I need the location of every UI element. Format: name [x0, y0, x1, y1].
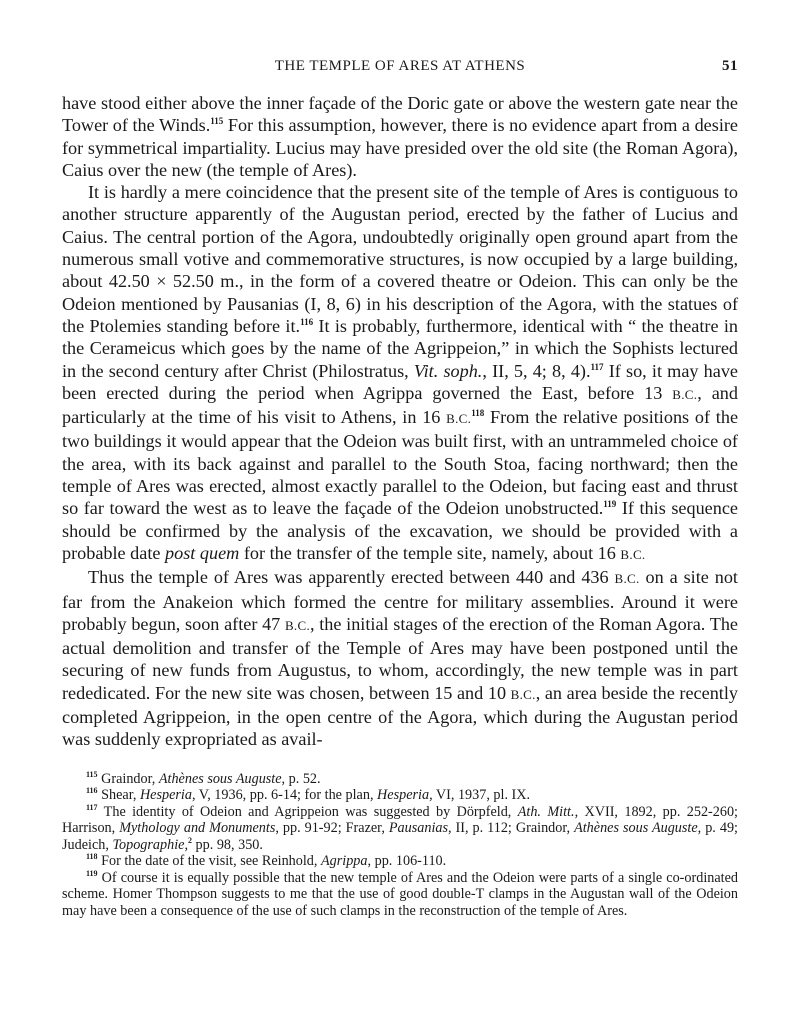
footnote-number: 117 — [86, 802, 98, 812]
page — [62, 56, 738, 919]
body-paragraph: have stood either above the inner façade of the Doric gate or above the western gate near the Tower of the Winds.$^{115}$ For this assumption, however, there is no evidence apart from a desire for symmetrical impartiality. Lucius may have presided over the old site (the Roman Agora), Caius over the new (the temple of Ares). — [62, 93, 739, 180]
footnote: $^{116}$ Shear, Hesperia, V, 1936, pp. 6-14; for the plan, Hesperia, VI, 1937, pl. IX. — [86, 786, 531, 804]
running-title: THE TEMPLE OF ARES AT ATHENS — [274, 58, 526, 74]
era-abbreviation: B.C. — [614, 571, 640, 587]
body-paragraph: It is hardly a mere coincidence that the present site of the temple of Ares is contiguous to another structure apparently of the Augustan period, erected by the father of Lucius and Caius. The central portion of the Agora, undoubtedly originally open ground apart from the numerous small votive and commemorative structures, is now occupied by a large building, about 42.50 × 52.50 m., in the form of a covered theatre or Odeion. This can only be the Odeion mentioned by Pausanias (I, 8, 6) in his description of the Agora, with the statues of the Ptolemies standing before it.$^{116}$ It is probably, furthermore, identical with “ the theatre in the Cerameicus which goes by the name of the Agrippeion,” in which the Sophists lectured in the second century after Christ (Philostratus, Vit. soph., II, 5, 4; 8, 4).$^{117}$ If so, it may have been erected during the period when Agrippa governed the East, before 13 B.C., and particularly at the time of his visit to Athens, in 16 B.C.$^{118}$ From the relative positions of the two buildings it would appear that the Odeion was built first, with an untrammeled choice of the area, with its back against and parallel to the South Stoa, facing northward; then the temple of Ares was erected, almost exactly parallel to the Odeion, but facing east and thrust so far toward the west as to leave the façade of the Odeion unobstructed.$^{119}$ If this sequence should be confirmed by the analysis of the excavation, we should be provided with a probable date post quem for the transfer of the temple site, namely, about 16 B.C. — [62, 182, 739, 563]
footnote: $^{118}$ For the date of the visit, see Reinhold, Agrippa, pp. 106-110. — [86, 852, 447, 870]
footnote-number: 118 — [86, 852, 98, 862]
page-number: 51 — [722, 58, 738, 74]
italic-text: Mythology and Monuments — [119, 820, 276, 837]
italic-text: Hesperia — [377, 787, 430, 804]
italic-text: Athènes sous Auguste — [158, 770, 282, 787]
era-abbreviation: B.C. — [510, 686, 536, 702]
italic-text: Athènes sous Auguste — [574, 820, 698, 837]
footnote: $^{117}$ The identity of Odeion and Agrippeion was suggested by Dörpfeld, Ath. Mitt., XVII, 1892, pp. 252-260; Harrison, Mythology and Monuments, pp. 91-92; Frazer, Pausanias, II, p. 112; Graindor, Athènes sous Auguste, p. 49; Judeich, Topographie,$^2$ pp. 98, 350. — [62, 802, 738, 853]
footnote-number: 116 — [86, 786, 98, 796]
footnote-ref: 119 — [603, 499, 617, 510]
italic-text: Hesperia — [139, 787, 192, 804]
footnote-ref: 115 — [210, 116, 224, 127]
italic-text: Ath. Mitt. — [517, 803, 575, 820]
running-header — [62, 56, 738, 80]
era-abbreviation: B.C. — [446, 411, 472, 427]
footnote-ref: 117 — [590, 361, 604, 372]
footnote-ref: 2 — [188, 835, 192, 845]
footnote: $^{115}$ Graindor, Athènes sous Auguste, p. 52. — [86, 769, 321, 787]
footnote-number: 115 — [86, 769, 98, 779]
footnote-number: 119 — [86, 868, 98, 878]
italic-text: Topographie, — [112, 836, 188, 853]
era-abbreviation: B.C. — [620, 546, 646, 562]
italic-text: post quem — [165, 542, 240, 563]
italic-text: Pausanias — [388, 820, 448, 837]
italic-text: Agrippa — [320, 853, 368, 870]
footnote-ref: 118 — [471, 408, 485, 419]
body-text — [62, 92, 738, 751]
footnotes — [62, 771, 738, 920]
footnote-ref: 116 — [300, 316, 314, 327]
era-abbreviation: B.C. — [284, 617, 310, 633]
footnote: $^{119}$ Of course it is equally possible that the new temple of Ares and the Odeion were parts of a single co-ordinated scheme. Homer Thompson suggests to me that the use of good double-T clamps in the Augustan wall of the Odeion may have been a consequence of the use of such clamps in the reconstruction of the temple of Ares. — [62, 868, 738, 919]
era-abbreviation: B.C. — [672, 386, 698, 402]
body-paragraph: Thus the temple of Ares was apparently erected between 440 and 436 B.C. on a site not far from the Anakeion which formed the centre for military assemblies. Around it were probably begun, soon after 47 B.C., the initial stages of the erection of the Roman Agora. The actual demolition and transfer of the Temple of Ares may have been postponed until the securing of new funds from Augustus, to whom, accordingly, the new temple was in part rededicated. For the new site was chosen, between 15 and 10 B.C., an area beside the recently completed Agrippeion, in the open centre of the Agora, which during the Augustan period was suddenly expropriated as avail- — [62, 567, 738, 750]
italic-text: Vit. soph. — [413, 360, 483, 381]
